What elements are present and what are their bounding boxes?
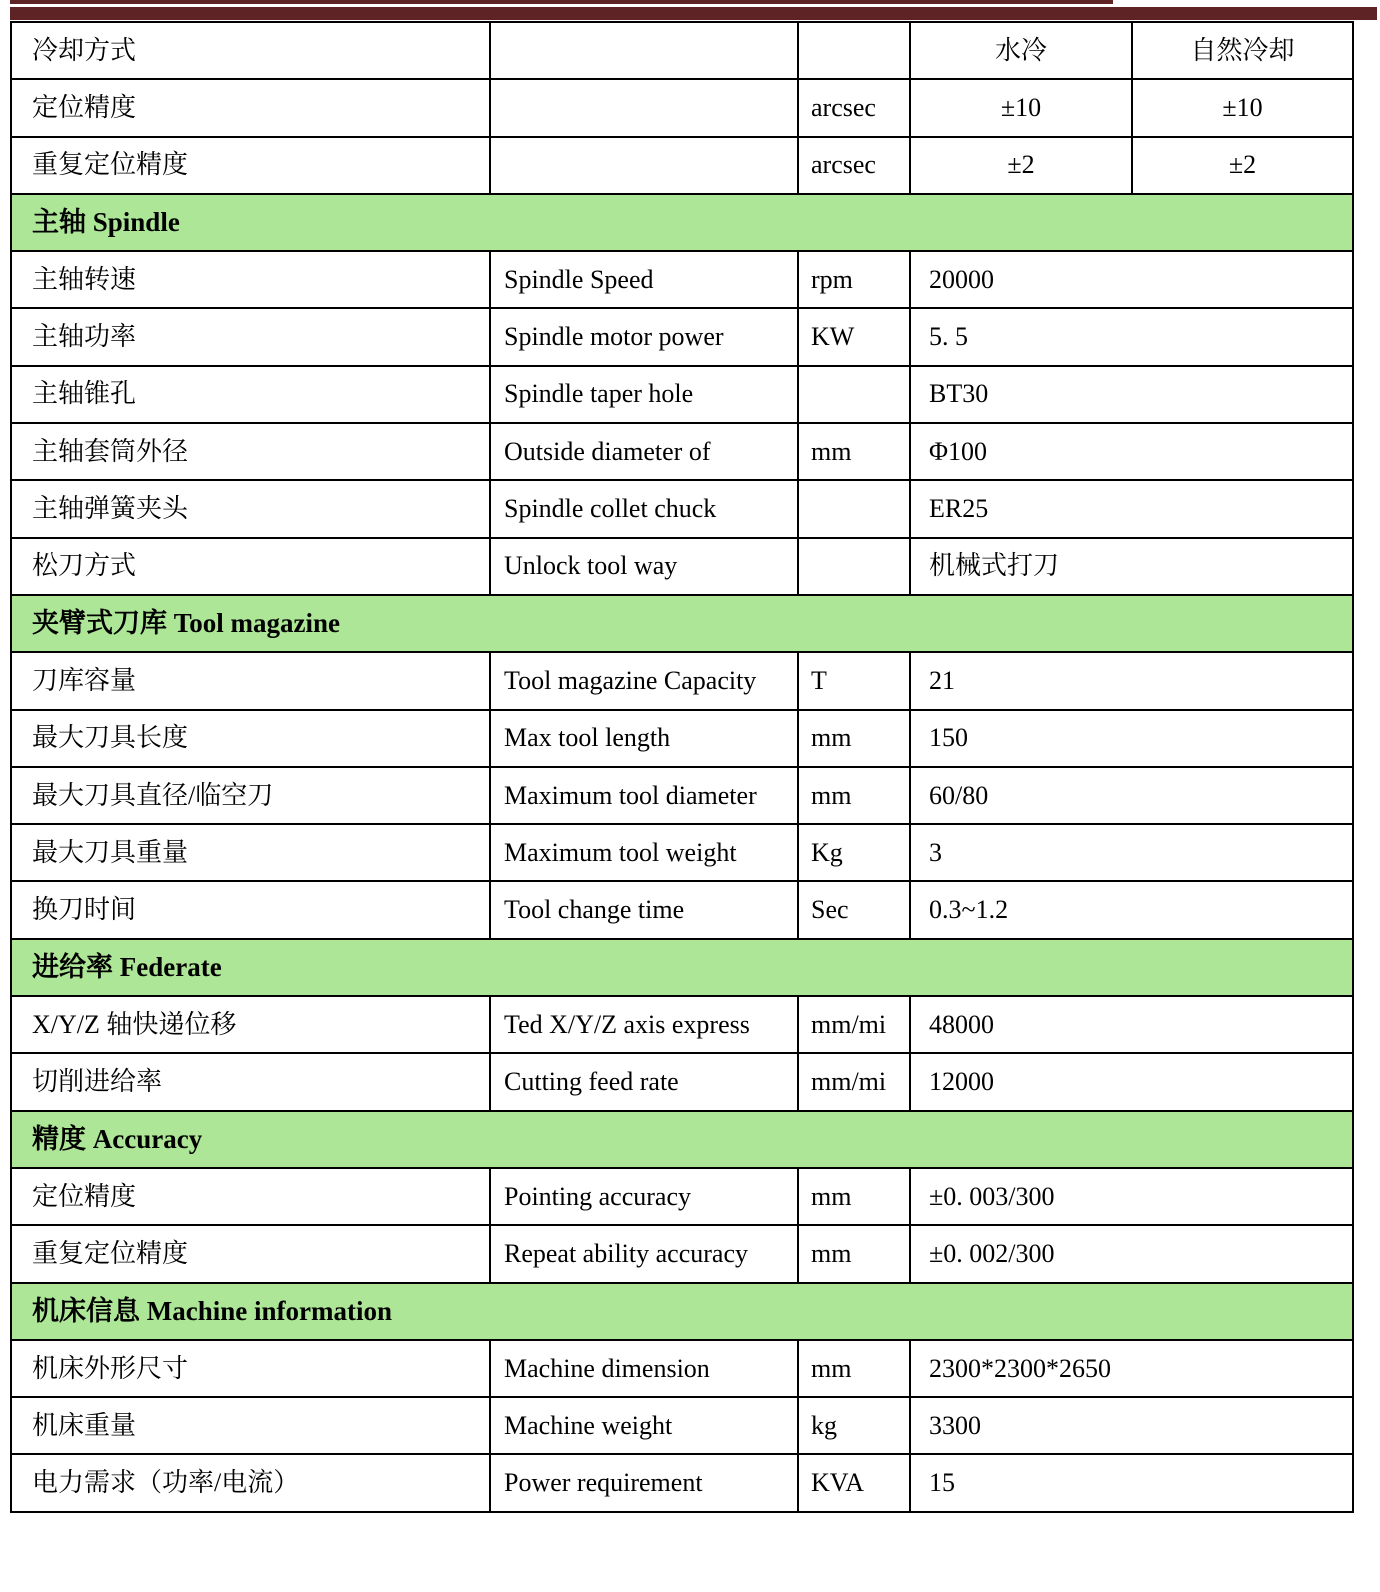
row-label-en: Spindle taper hole (490, 366, 798, 423)
row-unit: T (798, 652, 910, 709)
table-row (11, 366, 1353, 423)
row-value: 3 (910, 824, 1353, 881)
row-value-water-cooling: ±2 (910, 137, 1132, 194)
row-value: 20000 (910, 251, 1353, 308)
row-value: 3300 (910, 1397, 1353, 1454)
row-unit: rpm (798, 251, 910, 308)
table-row (11, 1340, 1353, 1397)
row-label-cn: 刀库容量 (11, 652, 490, 709)
row-label-cn: 冷却方式 (11, 22, 490, 79)
row-value: ±0. 003/300 (910, 1168, 1353, 1225)
row-value: ER25 (910, 480, 1353, 537)
table-row (11, 538, 1353, 595)
table-row (11, 652, 1353, 709)
row-unit: mm/mi (798, 996, 910, 1053)
table-row (11, 137, 1353, 194)
row-label-en: Max tool length (490, 710, 798, 767)
table-row (11, 22, 1353, 79)
table-row (11, 710, 1353, 767)
row-label-en: Tool change time (490, 881, 798, 938)
section-header-row (11, 939, 1353, 996)
row-unit: kg (798, 1397, 910, 1454)
row-value-natural-cooling: ±10 (1132, 79, 1353, 136)
section-header-row (11, 595, 1353, 652)
row-label-cn: 主轴锥孔 (11, 366, 490, 423)
row-value: 机械式打刀 (910, 538, 1353, 595)
row-value-natural-cooling: 自然冷却 (1132, 22, 1353, 79)
table-row (11, 1454, 1353, 1511)
row-label-cn: 主轴转速 (11, 251, 490, 308)
row-label-en: Spindle collet chuck (490, 480, 798, 537)
row-value: 2300*2300*2650 (910, 1340, 1353, 1397)
top-decorative-thick-line (10, 7, 1377, 20)
row-unit: mm (798, 423, 910, 480)
row-label-cn: 最大刀具长度 (11, 710, 490, 767)
row-value: 12000 (910, 1053, 1353, 1110)
row-label-cn: 重复定位精度 (11, 1225, 490, 1282)
section-header: 夹臂式刀库 Tool magazine (11, 595, 1353, 652)
row-unit: Kg (798, 824, 910, 881)
row-value-natural-cooling: ±2 (1132, 137, 1353, 194)
row-unit: arcsec (798, 79, 910, 136)
section-header: 主轴 Spindle (11, 194, 1353, 251)
row-label-cn: 主轴功率 (11, 308, 490, 365)
row-label-cn: 最大刀具直径/临空刀 (11, 767, 490, 824)
row-value: 0.3~1.2 (910, 881, 1353, 938)
row-label-en: Maximum tool diameter (490, 767, 798, 824)
row-label-cn: 主轴套筒外径 (11, 423, 490, 480)
row-unit: mm (798, 710, 910, 767)
row-label-en: Ted X/Y/Z axis express (490, 996, 798, 1053)
row-unit: arcsec (798, 137, 910, 194)
section-header-row (11, 1111, 1353, 1168)
row-label-cn: 主轴弹簧夹头 (11, 480, 490, 537)
row-value: 21 (910, 652, 1353, 709)
row-label-cn: 定位精度 (11, 1168, 490, 1225)
row-label-en: Machine dimension (490, 1340, 798, 1397)
row-label-en: Spindle Speed (490, 251, 798, 308)
row-label-en: Tool magazine Capacity (490, 652, 798, 709)
row-label-en: Spindle motor power (490, 308, 798, 365)
row-unit (798, 366, 910, 423)
row-label-en: Power requirement (490, 1454, 798, 1511)
row-value: BT30 (910, 366, 1353, 423)
row-label-en: Outside diameter of (490, 423, 798, 480)
table-row (11, 79, 1353, 136)
table-row (11, 1168, 1353, 1225)
row-value-water-cooling: ±10 (910, 79, 1132, 136)
table-row (11, 767, 1353, 824)
row-label-cn: 切削进给率 (11, 1053, 490, 1110)
row-unit: mm/mi (798, 1053, 910, 1110)
row-unit (798, 538, 910, 595)
section-header: 机床信息 Machine information (11, 1283, 1353, 1340)
row-label-cn: 机床外形尺寸 (11, 1340, 490, 1397)
table-row (11, 1053, 1353, 1110)
row-unit (798, 22, 910, 79)
section-header-row (11, 1283, 1353, 1340)
row-unit: mm (798, 1225, 910, 1282)
section-header: 精度 Accuracy (11, 1111, 1353, 1168)
row-value: 15 (910, 1454, 1353, 1511)
row-unit: Sec (798, 881, 910, 938)
row-value: Φ100 (910, 423, 1353, 480)
row-label-en: Pointing accuracy (490, 1168, 798, 1225)
row-value: 5. 5 (910, 308, 1353, 365)
row-value: 60/80 (910, 767, 1353, 824)
row-label-en (490, 79, 798, 136)
row-unit: mm (798, 1168, 910, 1225)
table-row (11, 824, 1353, 881)
row-label-cn: 最大刀具重量 (11, 824, 490, 881)
row-unit: mm (798, 1340, 910, 1397)
table-row (11, 423, 1353, 480)
row-value: ±0. 002/300 (910, 1225, 1353, 1282)
row-unit: KVA (798, 1454, 910, 1511)
row-label-en (490, 137, 798, 194)
table-row (11, 251, 1353, 308)
table-row (11, 881, 1353, 938)
row-label-en: Cutting feed rate (490, 1053, 798, 1110)
row-value: 150 (910, 710, 1353, 767)
row-label-en: Repeat ability accuracy (490, 1225, 798, 1282)
top-decorative-thin-line (10, 0, 1113, 4)
row-label-en: Maximum tool weight (490, 824, 798, 881)
table-row (11, 480, 1353, 537)
row-label-cn: 重复定位精度 (11, 137, 490, 194)
row-unit (798, 480, 910, 537)
row-value: 48000 (910, 996, 1353, 1053)
row-label-en: Unlock tool way (490, 538, 798, 595)
table-row (11, 1225, 1353, 1282)
row-label-en (490, 22, 798, 79)
table-row (11, 308, 1353, 365)
table-row (11, 996, 1353, 1053)
row-unit: mm (798, 767, 910, 824)
table-row (11, 1397, 1353, 1454)
section-header-row (11, 194, 1353, 251)
row-label-cn: X/Y/Z 轴快递位移 (11, 996, 490, 1053)
row-unit: KW (798, 308, 910, 365)
row-label-cn: 换刀时间 (11, 881, 490, 938)
row-label-cn: 定位精度 (11, 79, 490, 136)
row-value-water-cooling: 水冷 (910, 22, 1132, 79)
section-header: 进给率 Federate (11, 939, 1353, 996)
row-label-cn: 机床重量 (11, 1397, 490, 1454)
row-label-cn: 电力需求（功率/电流） (11, 1454, 490, 1511)
machine-spec-table (10, 21, 1354, 1513)
row-label-cn: 松刀方式 (11, 538, 490, 595)
row-label-en: Machine weight (490, 1397, 798, 1454)
